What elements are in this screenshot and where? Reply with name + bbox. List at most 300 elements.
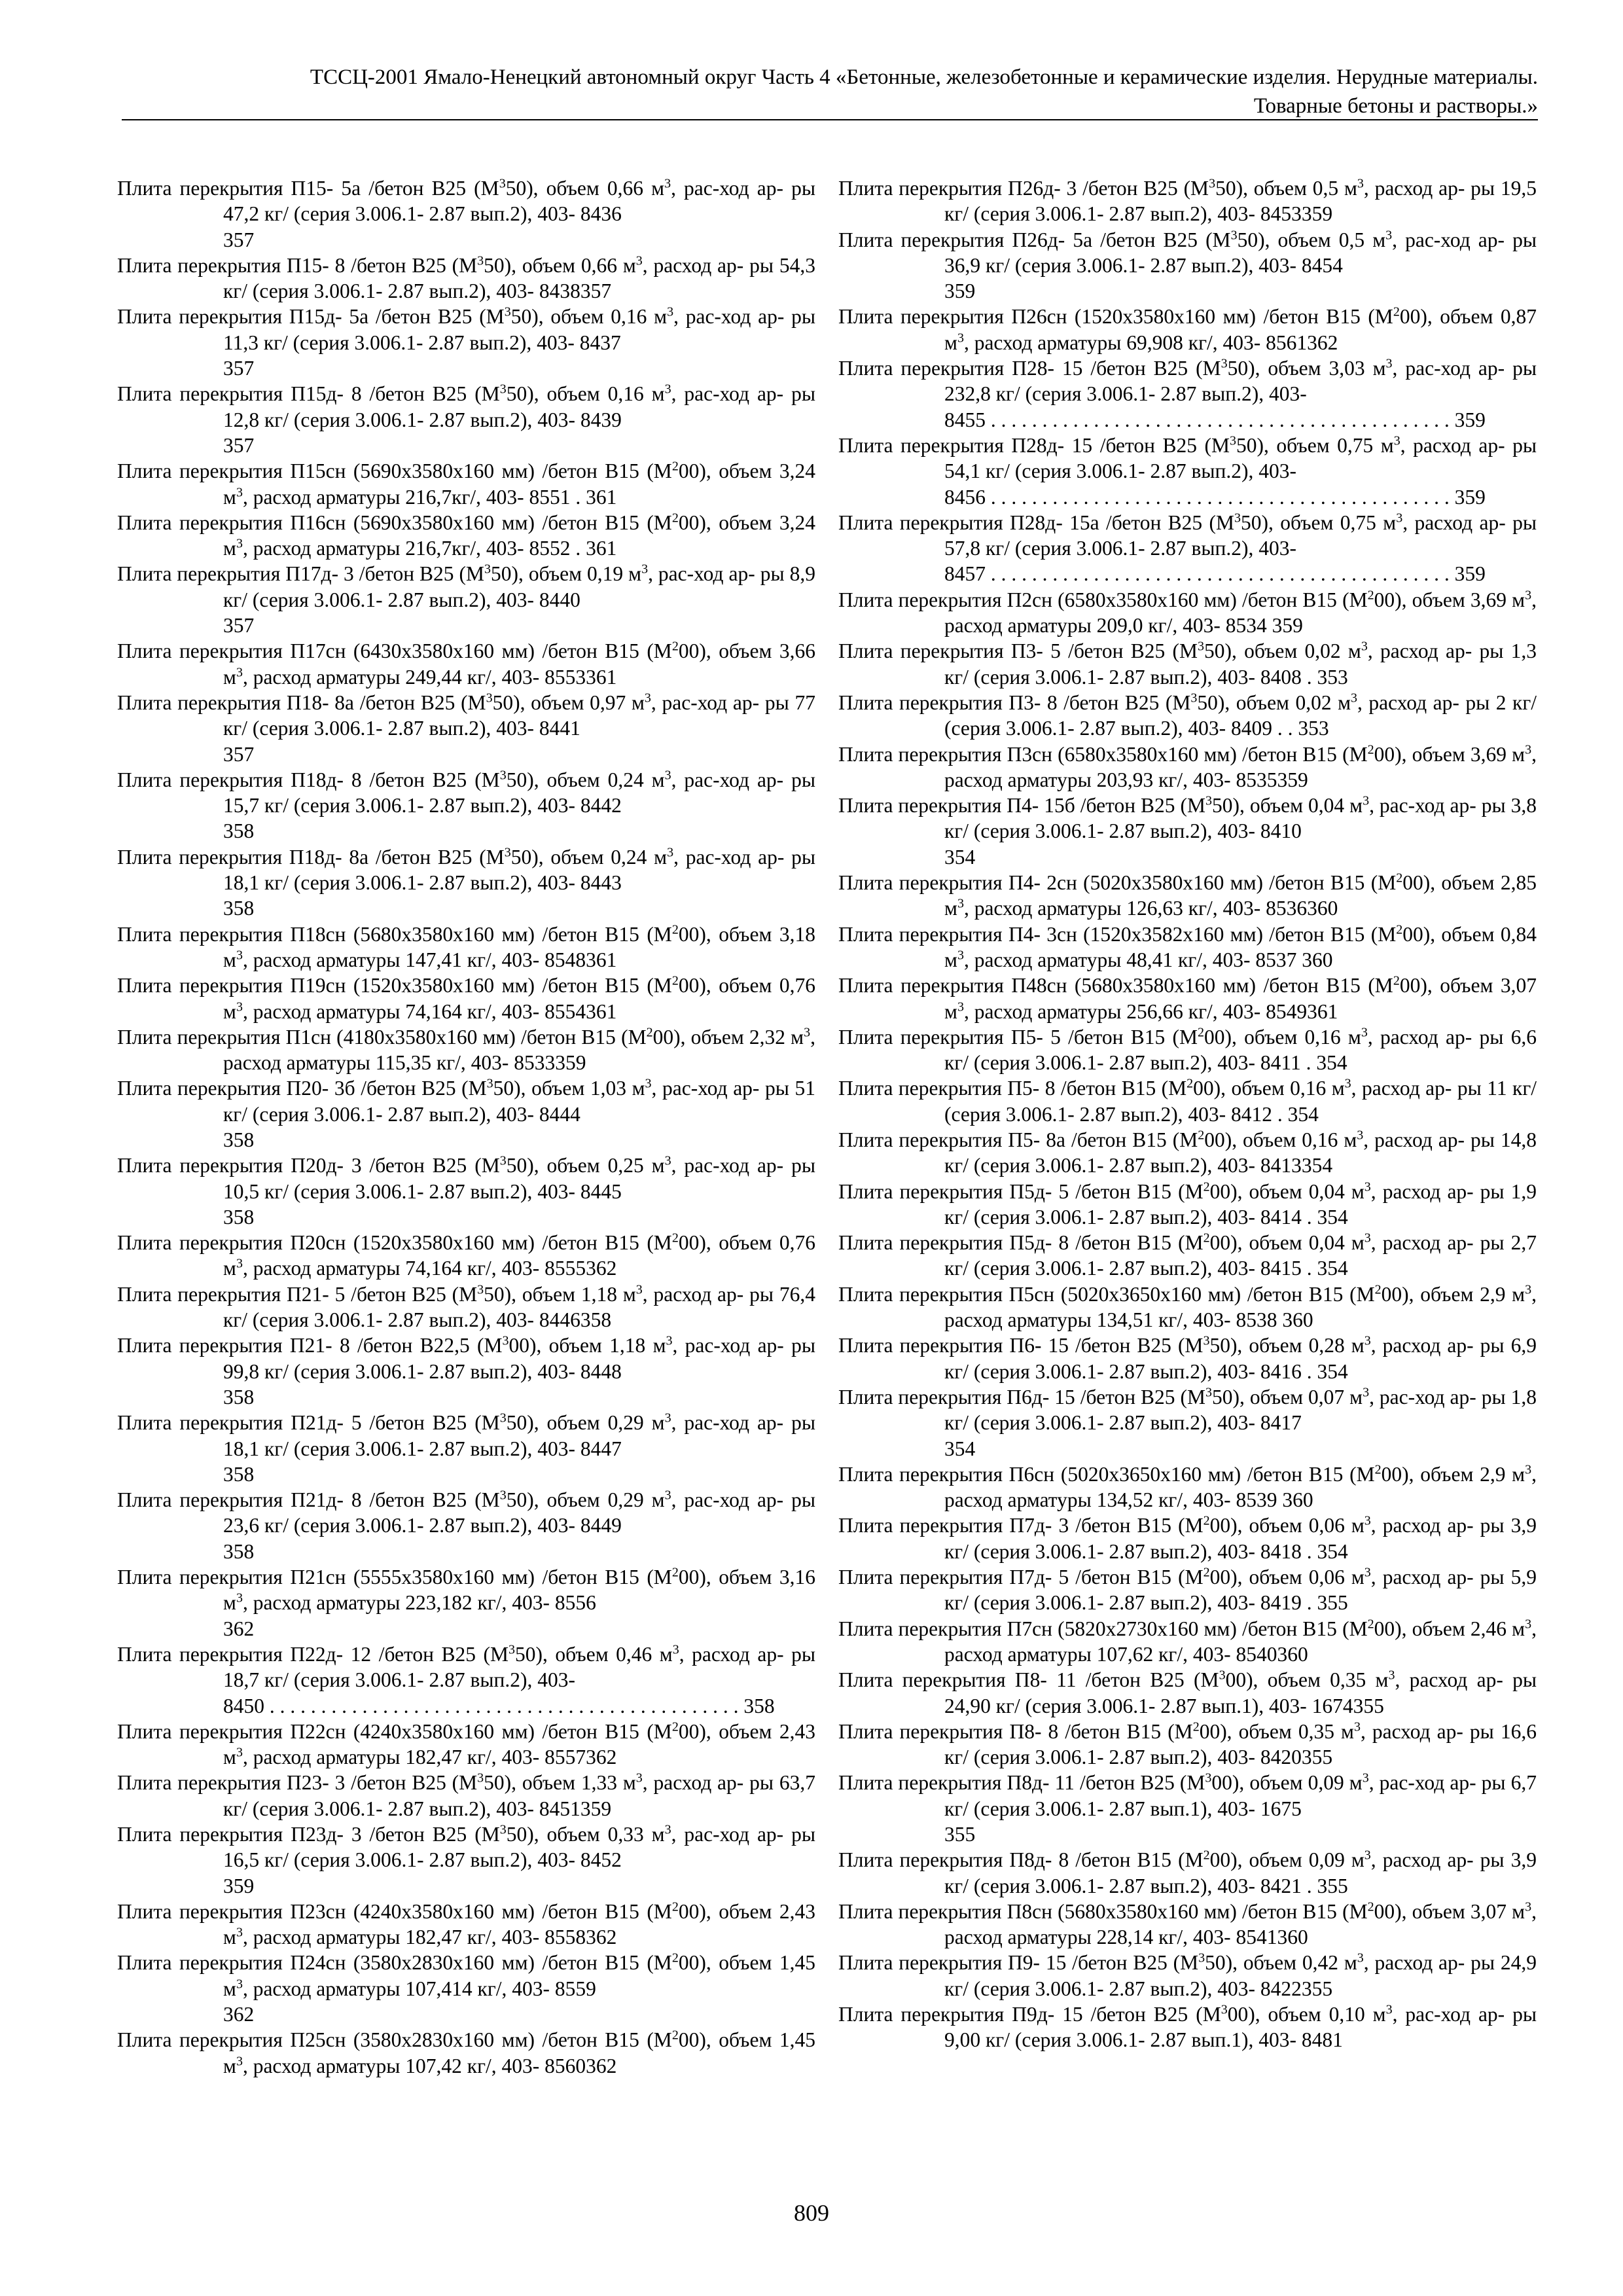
index-entry [117, 1410, 815, 1487]
unit-exponent: 3 [644, 691, 651, 706]
index-entry [838, 1384, 1537, 1462]
entry-text: Плита перекрытия П4- 3сн (1520x3582x160 мм) /бетон В15 (М [838, 922, 1397, 946]
unit-exponent: 2 [671, 639, 679, 654]
unit-exponent: 3 [1364, 1565, 1371, 1580]
entry-text: Плита перекрытия П28д- 15а /бетон В25 (М [838, 511, 1235, 534]
index-entry [838, 973, 1537, 1024]
entry-text: Плита перекрытия П17д- 3 /бетон В25 (М [117, 562, 485, 586]
entry-page-ref: 358 [223, 819, 255, 843]
entry-page-ref: 359 [944, 279, 976, 303]
entry-text: , рас-ход ар- ры 9,00 кг/ (серия 3.006.1- 2.87 вып.1), 403- 8481 [944, 2003, 1537, 2052]
entry-text: 50), объем 0,28 м [1209, 1334, 1364, 1357]
unit-exponent: 3 [236, 2054, 243, 2069]
unit-exponent: 2 [1192, 1719, 1200, 1734]
entry-text: , расход ар- ры 14,8 кг/ (серия 3.006.1- 2.87 вып.2), 403- 8413354 [944, 1128, 1537, 1177]
unit-exponent: 2 [671, 1950, 679, 1965]
entry-text: Плита перекрытия П7д- 5 /бетон В15 (М [838, 1566, 1204, 1589]
unit-exponent: 3 [1361, 639, 1368, 654]
entry-text: 50), объем 1,33 м [484, 1771, 636, 1795]
entry-text: 50), объем 0,24 м [510, 845, 668, 869]
index-entry [117, 458, 815, 510]
entry-page-ref: 359 [223, 1874, 255, 1897]
entry-text: , расход ар- ры 54,1 кг/ (серия 3.006.1- 2.87 вып.2), 403- [944, 433, 1537, 483]
index-entry [838, 922, 1537, 973]
unit-exponent: 3 [1525, 1282, 1532, 1297]
entry-text: 00), объем 3,18 м [223, 922, 816, 971]
unit-exponent: 3 [1363, 793, 1370, 808]
entry-text: Плита перекрытия П2сн (6580x3580x160 мм) /бетон В15 (М [838, 588, 1368, 611]
entry-text: Плита перекрытия П23сн (4240x3580x160 мм) /бетон В15 (М [117, 1899, 672, 1923]
entry-text: , расход ар- ры 11 кг/ (серия 3.006.1- 2.87 вып.2), 403- 8412 . 354 [944, 1077, 1537, 1126]
entry-text: Плита перекрытия П28- 15 /бетон В25 (М [838, 357, 1221, 380]
unit-exponent: 3 [236, 948, 243, 963]
unit-exponent: 3 [635, 253, 643, 268]
index-entry [838, 510, 1537, 587]
unit-exponent: 3 [664, 176, 671, 191]
unit-exponent: 3 [1221, 2002, 1228, 2017]
entry-text: , расход ар- ры 76,4 кг/ (серия 3.006.1- 2.87 вып.2), 403- 8446358 [223, 1282, 815, 1332]
index-entry [838, 1282, 1537, 1333]
entry-text: , расход арматуры 216,7кг/, 403- 8551 . 361 [242, 485, 617, 509]
entry-text: Плита перекрытия П15сн (5690x3580x160 мм) /бетон В15 (М [117, 459, 672, 483]
entry-text: , расход ар- ры 6,6 кг/ (серия 3.006.1- 2.87 вып.2), 403- 8411 . 354 [944, 1025, 1537, 1075]
unit-exponent: 3 [667, 304, 674, 319]
entry-text: Плита перекрытия П24сн (3580x2830x160 мм) /бетон В15 (М [117, 1951, 672, 1975]
unit-exponent: 3 [1344, 1076, 1351, 1091]
entry-text: 00), объем 2,43 м [223, 1899, 816, 1949]
unit-exponent: 2 [1203, 1848, 1210, 1863]
entry-text: 00), объем 0,04 м [1209, 1179, 1364, 1203]
entry-text: 00), объем 0,35 м [1199, 1719, 1354, 1743]
entry-text: 00), объем 3,07 м [944, 974, 1537, 1023]
index-entry [838, 870, 1537, 922]
entry-text: Плита перекрытия П9- 15 /бетон В25 (М [838, 1951, 1199, 1975]
entry-text: , расход ар- ры 2 кг/ (серия 3.006.1- 2.87 вып.2), 403- 8409 . . 353 [944, 691, 1537, 740]
entry-page-ref: 358 [223, 1205, 255, 1229]
unit-exponent: 3 [236, 536, 243, 551]
unit-exponent: 3 [1525, 742, 1532, 757]
entry-text: Плита перекрытия П18д- 8 /бетон В25 (М [117, 768, 500, 791]
unit-exponent: 3 [1205, 793, 1213, 808]
entry-text: Плита перекрытия П7сн (5820x2730x160 мм) /бетон В15 (М [838, 1617, 1368, 1640]
unit-exponent: 3 [1363, 1385, 1370, 1400]
entry-text: 50), объем 1,18 м [484, 1282, 636, 1306]
entry-text: Плита перекрытия П5сн (5020x3650x160 мм) /бетон В15 (М [838, 1282, 1375, 1306]
unit-exponent: 2 [1186, 1076, 1194, 1091]
index-entry [838, 1462, 1537, 1513]
entry-text: Плита перекрытия П5- 8а /бетон В15 (М [838, 1128, 1198, 1151]
index-entry [838, 1770, 1537, 1847]
unit-exponent: 3 [1385, 356, 1393, 371]
unit-exponent: 3 [236, 1745, 243, 1760]
entry-text: Плита перекрытия П15- 5а /бетон В25 (М [117, 177, 499, 200]
unit-exponent: 3 [645, 1076, 652, 1091]
entry-text: 00), объем 1,45 м [223, 2028, 816, 2077]
entry-text: , расход арматуры 134,52 кг/, 403- 8539 360 [944, 1462, 1537, 1512]
entry-text: 50), объем 0,29 м [506, 1411, 665, 1435]
entry-text: , рас-ход ар- ры 36,9 кг/ (серия 3.006.1- 2.87 вып.2), 403- 8454 [944, 228, 1537, 277]
entry-text: Плита перекрытия П25сн (3580x2830x160 мм) /бетон В15 (М [117, 2028, 672, 2052]
entry-text: Плита перекрытия П26д- 5а /бетон В25 (М [838, 228, 1231, 251]
entry-text: 00), объем 2,85 м [944, 871, 1537, 920]
index-entry [117, 2027, 815, 2079]
index-entry [838, 2001, 1537, 2053]
index-entry [117, 1899, 815, 1950]
entry-text: Плита перекрытия П21- 8 /бетон В22,5 (М [117, 1334, 503, 1357]
unit-exponent: 3 [236, 1256, 243, 1271]
unit-exponent: 3 [484, 562, 491, 577]
entry-page-ref: 362 [223, 1617, 255, 1640]
entry-text: Плита перекрытия П22сн (4240x3580x160 мм) /бетон В15 (М [117, 1719, 672, 1743]
entry-text: Плита перекрытия П6- 15 /бетон В25 (М [838, 1334, 1204, 1357]
entry-text: Плита перекрытия П23- 3 /бетон В25 (М [117, 1771, 478, 1795]
index-entry [838, 1667, 1537, 1719]
unit-exponent: 2 [671, 511, 679, 526]
entry-text: , расход арматуры 107,62 кг/, 403- 8540360 [944, 1617, 1537, 1666]
index-entry [117, 510, 815, 562]
entry-text: , расход арматуры 107,42 кг/, 403- 8560362 [242, 2054, 617, 2077]
unit-exponent: 2 [646, 1025, 653, 1040]
unit-exponent: 3 [664, 1488, 671, 1503]
entry-text: 50), объем 0,46 м [515, 1642, 673, 1666]
unit-exponent: 3 [1234, 511, 1241, 526]
unit-exponent: 2 [1197, 1025, 1204, 1040]
header-line-1: ТССЦ-2001 Ямало-Ненецкий автономный округ Часть 4 «Бетонные, железобетонные и керамические изделия. Нерудные материалы. [310, 65, 1538, 89]
unit-exponent: 3 [508, 1642, 516, 1657]
entry-text: , рас-ход ар- ры 1,8 кг/ (серия 3.006.1- 2.87 вып.2), 403- 8417 [944, 1385, 1537, 1435]
index-entry [117, 1024, 815, 1076]
entry-text: Плита перекрытия П15- 8 /бетон В25 (М [117, 253, 478, 277]
entry-text: 50), объем 0,29 м [506, 1488, 665, 1512]
entry-text: , расход ар- ры 3,9 кг/ (серия 3.006.1- 2.87 вып.2), 403- 8418 . 354 [944, 1514, 1537, 1563]
entry-text: 50), объем 0,75 м [1241, 511, 1397, 534]
entry-text: Плита перекрытия П26сн (1520x3580x160 мм) /бетон В15 (М [838, 305, 1393, 329]
entry-text: 00), объем 3,24 м [223, 511, 816, 560]
entry-text: , расход ар- ры 1,3 кг/ (серия 3.006.1- 2.87 вып.2), 403- 8408 . 353 [944, 639, 1537, 689]
unit-exponent: 3 [499, 1488, 507, 1503]
unit-exponent: 2 [671, 1565, 679, 1580]
entry-text: 50), объем 0,16 м [510, 305, 668, 329]
entry-text: 00), объем 2,43 м [223, 1719, 816, 1769]
unit-exponent: 3 [1209, 176, 1216, 191]
entry-text: , расход ар- ры 16,6 кг/ (серия 3.006.1- 2.87 вып.2), 403- 8420355 [944, 1719, 1537, 1769]
entry-page-ref: 357 [223, 357, 255, 380]
unit-exponent: 3 [1364, 1333, 1371, 1348]
entry-text: 00), объем 1,18 м [508, 1334, 666, 1357]
unit-exponent: 2 [671, 1899, 679, 1914]
index-entry [838, 1333, 1537, 1384]
entry-text: , расход арматуры 134,51 кг/, 403- 8538 360 [944, 1282, 1537, 1332]
unit-exponent: 2 [671, 922, 679, 937]
unit-exponent: 3 [957, 896, 964, 911]
entry-text: 50), объем 0,19 м [491, 562, 642, 586]
index-entry [117, 1950, 815, 2027]
page-number: 809 [794, 2200, 829, 2226]
index-entry [838, 690, 1537, 742]
unit-exponent: 3 [1525, 1899, 1532, 1914]
entry-text: , расход арматуры 126,63 кг/, 403- 8536360 [963, 897, 1338, 920]
entry-text: Плита перекрытия П5д- 5 /бетон В15 (М [838, 1179, 1204, 1203]
entry-page-ref: 8450 . . . . . . . . . . . . . . . . . . . . . . . . . . . . . . . . . . . . . . . . . . . . . . 358 [223, 1694, 775, 1717]
unit-exponent: 3 [1357, 1950, 1364, 1965]
entry-text: 50), объем 0,33 м [506, 1823, 665, 1846]
entry-text: , рас-ход ар- ры 77 кг/ (серия 3.006.1- 2.87 вып.2), 403- 8441 [223, 691, 816, 740]
entry-text: 00), объем 0,35 м [1225, 1668, 1389, 1692]
entry-page-ref: 354 [944, 845, 976, 869]
unit-exponent: 3 [477, 1282, 484, 1297]
unit-exponent: 3 [499, 176, 506, 191]
entry-text: 50), объем 1,03 м [493, 1077, 645, 1100]
unit-exponent: 2 [671, 459, 679, 474]
entry-text: Плита перекрытия П8д- 11 /бетон В25 (М [838, 1771, 1205, 1795]
index-entry [117, 1333, 815, 1410]
entry-page-ref: 357 [223, 228, 255, 251]
entry-text: , расход ар- ры 2,7 кг/ (серия 3.006.1- 2.87 вып.2), 403- 8415 . 354 [944, 1231, 1537, 1280]
entry-text: Плита перекрытия П18- 8а /бетон В25 (М [117, 691, 486, 714]
index-entry [838, 1075, 1537, 1127]
entry-text: , рас-ход ар- ры 12,8 кг/ (серия 3.006.1- 2.87 вып.2), 403- 8439 [223, 382, 816, 431]
entry-text: , расход арматуры 209,0 кг/, 403- 8534 359 [944, 588, 1537, 637]
entry-text: 50), объем 0,02 м [1204, 639, 1361, 663]
entry-text: 00), объем 0,09 м [1209, 1848, 1364, 1872]
entry-text: , расход арматуры 249,44 кг/, 403- 8553361 [242, 665, 617, 689]
entry-text: 00), объем 0,76 м [223, 1231, 816, 1280]
entry-text: 00), объем 0,06 м [1209, 1514, 1364, 1537]
unit-exponent: 3 [1364, 1179, 1371, 1194]
unit-exponent: 2 [671, 1230, 679, 1246]
unit-exponent: 3 [1353, 1719, 1361, 1734]
unit-exponent: 3 [641, 562, 649, 577]
entry-page-ref: 358 [223, 897, 255, 920]
entry-text: , расход арматуры 69,908 кг/, 403- 8561362 [963, 331, 1338, 354]
unit-exponent: 3 [1230, 228, 1238, 243]
left-column [117, 175, 815, 2079]
entry-text: 50), объем 0,42 м [1205, 1951, 1357, 1975]
entry-text: 00), объем 0,09 м [1211, 1771, 1363, 1795]
entry-text: , рас-ход ар- ры 16,5 кг/ (серия 3.006.1- 2.87 вып.2), 403- 8452 [223, 1823, 816, 1872]
index-entry [838, 1127, 1537, 1179]
entry-text: , расход ар- ры 19,5 кг/ (серия 3.006.1- 2.87 вып.2), 403- 8453359 [944, 177, 1537, 226]
unit-exponent: 3 [1364, 1513, 1371, 1528]
unit-exponent: 3 [236, 1590, 243, 1605]
entry-text: 00), объем 3,66 м [223, 639, 816, 689]
unit-exponent: 2 [1374, 1462, 1382, 1477]
index-entry [117, 690, 815, 767]
entry-text: Плита перекрытия П20- 3б /бетон В25 (М [117, 1077, 487, 1100]
index-entry [838, 175, 1537, 227]
unit-exponent: 3 [486, 691, 493, 706]
unit-exponent: 2 [1396, 922, 1403, 937]
entry-text: 50), объем 0,25 м [506, 1154, 665, 1177]
index-entry [117, 1564, 815, 1641]
entry-text: , расход ар- ры 5,9 кг/ (серия 3.006.1- 2.87 вып.2), 403- 8419 . 355 [944, 1566, 1537, 1615]
entry-text: 00), объем 0,10 м [1227, 2003, 1386, 2026]
unit-exponent: 3 [504, 845, 511, 860]
unit-exponent: 3 [499, 1822, 507, 1837]
unit-exponent: 3 [957, 948, 964, 963]
unit-exponent: 3 [1385, 228, 1393, 243]
unit-exponent: 2 [1367, 588, 1374, 603]
entry-text: 00), объем 0,04 м [1209, 1231, 1364, 1255]
entry-text: Плита перекрытия П15д- 8 /бетон В25 (М [117, 382, 500, 406]
header-line-2: Товарные бетоны и растворы.» [1253, 94, 1538, 118]
entry-text: , рас-ход ар- ры 23,6 кг/ (серия 3.006.1- 2.87 вып.2), 403- 8449 [223, 1488, 816, 1537]
unit-exponent: 3 [236, 1977, 243, 1992]
unit-exponent: 2 [1203, 1513, 1210, 1528]
unit-exponent: 2 [671, 973, 679, 988]
index-entry [117, 1487, 815, 1564]
entry-text: 00), объем 3,69 м [1374, 588, 1525, 611]
index-entry [838, 1616, 1537, 1668]
entry-text: 00), объем 2,32 м [652, 1025, 804, 1049]
unit-exponent: 3 [1357, 1128, 1364, 1143]
entry-text: , рас-ход ар- ры 15,7 кг/ (серия 3.006.1- 2.87 вып.2), 403- 8442 [223, 768, 816, 817]
entry-text: , расход ар- ры 54,3 кг/ (серия 3.006.1- 2.87 вып.2), 403- 8438357 [223, 253, 815, 303]
right-column [838, 175, 1537, 2053]
entry-text: , расход арматуры 216,7кг/, 403- 8552 . 361 [242, 537, 617, 560]
unit-exponent: 2 [1393, 304, 1400, 319]
entry-text: 00), объем 0,76 м [223, 974, 816, 1023]
entry-text: 50), объем 0,66 м [505, 177, 665, 200]
entry-text: 50), объем 0,5 м [1215, 177, 1357, 200]
unit-exponent: 2 [1203, 1565, 1210, 1580]
unit-exponent: 3 [1364, 1848, 1371, 1863]
entry-text: , расход ар- ры 57,8 кг/ (серия 3.006.1- 2.87 вып.2), 403- [944, 511, 1537, 560]
unit-exponent: 3 [666, 1333, 673, 1348]
unit-exponent: 3 [1198, 1950, 1205, 1965]
index-entry [838, 1719, 1537, 1770]
unit-exponent: 3 [957, 999, 964, 1014]
entry-page-ref: 8456 . . . . . . . . . . . . . . . . . . . . . . . . . . . . . . . . . . . . . . . . . . . . . 359 [944, 485, 1486, 509]
index-entry [838, 304, 1537, 355]
index-entry [838, 1024, 1537, 1076]
entry-text: Плита перекрытия П4- 2сн (5020x3580x160 мм) /бетон В15 (М [838, 871, 1397, 895]
entry-text: , расход ар- ры 3,9 кг/ (серия 3.006.1- 2.87 вып.2), 403- 8421 . 355 [944, 1848, 1537, 1897]
unit-exponent: 3 [672, 1642, 679, 1657]
unit-exponent: 3 [1361, 1025, 1368, 1040]
entry-text: 50), объем 0,66 м [484, 253, 636, 277]
entry-text: , рас-ход ар- ры 18,1 кг/ (серия 3.006.1- 2.87 вып.2), 403- 8443 [223, 845, 815, 895]
unit-exponent: 3 [804, 1025, 811, 1040]
index-entry [838, 227, 1537, 304]
entry-text: 50), объем 0,16 м [506, 382, 665, 406]
entry-text: Плита перекрытия П28д- 15 /бетон В25 (М [838, 433, 1230, 457]
entry-page-ref: 8455 . . . . . . . . . . . . . . . . . . . . . . . . . . . . . . . . . . . . . . . . . . . . . 359 [944, 408, 1486, 431]
index-entry [117, 638, 815, 690]
unit-exponent: 2 [1203, 1179, 1210, 1194]
entry-text: 00), объем 0,87 м [944, 305, 1537, 354]
entry-text: , рас-ход ар- ры 51 кг/ (серия 3.006.1- 2.87 вып.2), 403- 8444 [223, 1077, 816, 1126]
entry-text: Плита перекрытия П5д- 8 /бетон В15 (М [838, 1231, 1204, 1255]
index-entry [838, 355, 1537, 433]
entry-text: , расход арматуры 74,164 кг/, 403- 8555362 [242, 1257, 617, 1280]
entry-page-ref: 8457 . . . . . . . . . . . . . . . . . . . . . . . . . . . . . . . . . . . . . . . . . . . . . 359 [944, 562, 1486, 586]
unit-exponent: 2 [671, 2028, 679, 2043]
entry-text: Плита перекрытия П22д- 12 /бетон В25 (М [117, 1642, 509, 1666]
entry-text: , расход ар- ры 24,9 кг/ (серия 3.006.1- 2.87 вып.2), 403- 8422355 [944, 1951, 1537, 2000]
entry-text: Плита перекрытия П26д- 3 /бетон В25 (М [838, 177, 1209, 200]
unit-exponent: 3 [486, 1076, 493, 1091]
unit-exponent: 3 [635, 1770, 643, 1785]
unit-exponent: 2 [1203, 1230, 1210, 1246]
entry-text: 00), объем 0,16 м [1204, 1025, 1361, 1049]
unit-exponent: 3 [1230, 433, 1237, 448]
entry-text: Плита перекрытия П20д- 3 /бетон В25 (М [117, 1154, 500, 1177]
unit-exponent: 3 [1525, 1617, 1532, 1632]
index-entry [117, 1719, 815, 1770]
entry-text: Плита перекрытия П17сн (6430x3580x160 мм) /бетон В15 (М [117, 639, 672, 663]
entry-text: Плита перекрытия П21- 5 /бетон В25 (М [117, 1282, 478, 1306]
entry-text: , расход ар- ры 1,9 кг/ (серия 3.006.1- 2.87 вып.2), 403- 8414 . 354 [944, 1179, 1537, 1229]
entry-page-ref: 354 [944, 1437, 976, 1460]
unit-exponent: 2 [1367, 1617, 1374, 1632]
entry-text: Плита перекрытия П19сн (1520x3580x160 мм) /бетон В15 (М [117, 974, 672, 997]
entry-text: , расход ар- ры 63,7 кг/ (серия 3.006.1- 2.87 вып.2), 403- 8451359 [223, 1771, 815, 1820]
index-entry [838, 1230, 1537, 1282]
unit-exponent: 3 [1525, 588, 1532, 603]
entry-text: , расход арматуры 182,47 кг/, 403- 8558362 [242, 1926, 617, 1949]
entry-text: Плита перекрытия П48сн (5680x3580x160 мм) /бетон В15 (М [838, 974, 1393, 997]
entry-text: 50), объем 3,03 м [1227, 357, 1386, 380]
unit-exponent: 3 [957, 331, 964, 346]
entry-text: , расход ар- ры 18,7 кг/ (серия 3.006.1- 2.87 вып.2), 403- [223, 1642, 815, 1692]
header-divider [122, 119, 1538, 120]
index-entry [117, 1282, 815, 1333]
unit-exponent: 3 [1221, 356, 1228, 371]
entry-text: 00), объем 0,16 м [1204, 1128, 1357, 1151]
entry-text: Плита перекрытия П5- 5 /бетон В15 (М [838, 1025, 1198, 1049]
entry-text: , расход арматуры 228,14 кг/, 403- 8541360 [944, 1899, 1537, 1949]
index-entry [117, 1230, 815, 1282]
entry-text: 00), объем 2,9 м [1381, 1282, 1525, 1306]
unit-exponent: 3 [664, 1822, 671, 1837]
entry-text: , рас-ход ар- ры 3,8 кг/ (серия 3.006.1- 2.87 вып.2), 403- 8410 [944, 794, 1537, 843]
entry-text: 50), объем 0,24 м [506, 768, 665, 791]
unit-exponent: 3 [236, 1925, 243, 1940]
entry-text: Плита перекрытия П23д- 3 /бетон В25 (М [117, 1823, 500, 1846]
entry-page-ref: 357 [223, 614, 255, 637]
entry-text: Плита перекрытия П9д- 15 /бетон В25 (М [838, 2003, 1221, 2026]
entry-text: , рас-ход ар- ры 6,7 кг/ (серия 3.006.1- 2.87 вып.1), 403- 1675 [944, 1771, 1537, 1820]
index-entry [838, 587, 1537, 639]
entry-page-ref: 357 [223, 742, 255, 766]
unit-exponent: 2 [671, 1719, 679, 1734]
unit-exponent: 2 [1198, 1128, 1205, 1143]
unit-exponent: 3 [504, 304, 511, 319]
entry-text: , рас-ход ар- ры 8,9 кг/ (серия 3.006.1- 2.87 вып.2), 403- 8440 [223, 562, 815, 611]
unit-exponent: 3 [635, 1282, 643, 1297]
entry-text: 00), объем 0,06 м [1209, 1566, 1364, 1589]
entry-page-ref: 357 [223, 433, 255, 457]
entry-text: , расход арматуры 182,47 кг/, 403- 8557362 [242, 1746, 617, 1769]
entry-text: Плита перекрытия П18сн (5680x3580x160 мм) /бетон В15 (М [117, 922, 672, 946]
unit-exponent: 3 [667, 845, 674, 860]
index-entry [117, 1153, 815, 1230]
entry-text: Плита перекрытия П3- 5 /бетон В25 (М [838, 639, 1198, 663]
entry-text: Плита перекрытия П8сн (5680x3580x160 мм) /бетон В15 (М [838, 1899, 1368, 1923]
entry-text: 50), объем 0,02 м [1197, 691, 1351, 714]
entry-text: 50), объем 0,75 м [1236, 433, 1394, 457]
entry-text: 00), объем 3,16 м [223, 1566, 816, 1615]
index-entry [838, 638, 1537, 690]
entry-text: , расход ар- ры 6,9 кг/ (серия 3.006.1- 2.87 вып.2), 403- 8416 . 354 [944, 1334, 1537, 1383]
unit-exponent: 2 [1393, 973, 1400, 988]
unit-exponent: 3 [1205, 1385, 1213, 1400]
index-entry [117, 1075, 815, 1153]
entry-text: , расход арматуры 223,182 кг/, 403- 8556 [242, 1591, 596, 1615]
entry-text: 00), объем 0,16 м [1193, 1077, 1345, 1100]
unit-exponent: 3 [499, 382, 507, 397]
